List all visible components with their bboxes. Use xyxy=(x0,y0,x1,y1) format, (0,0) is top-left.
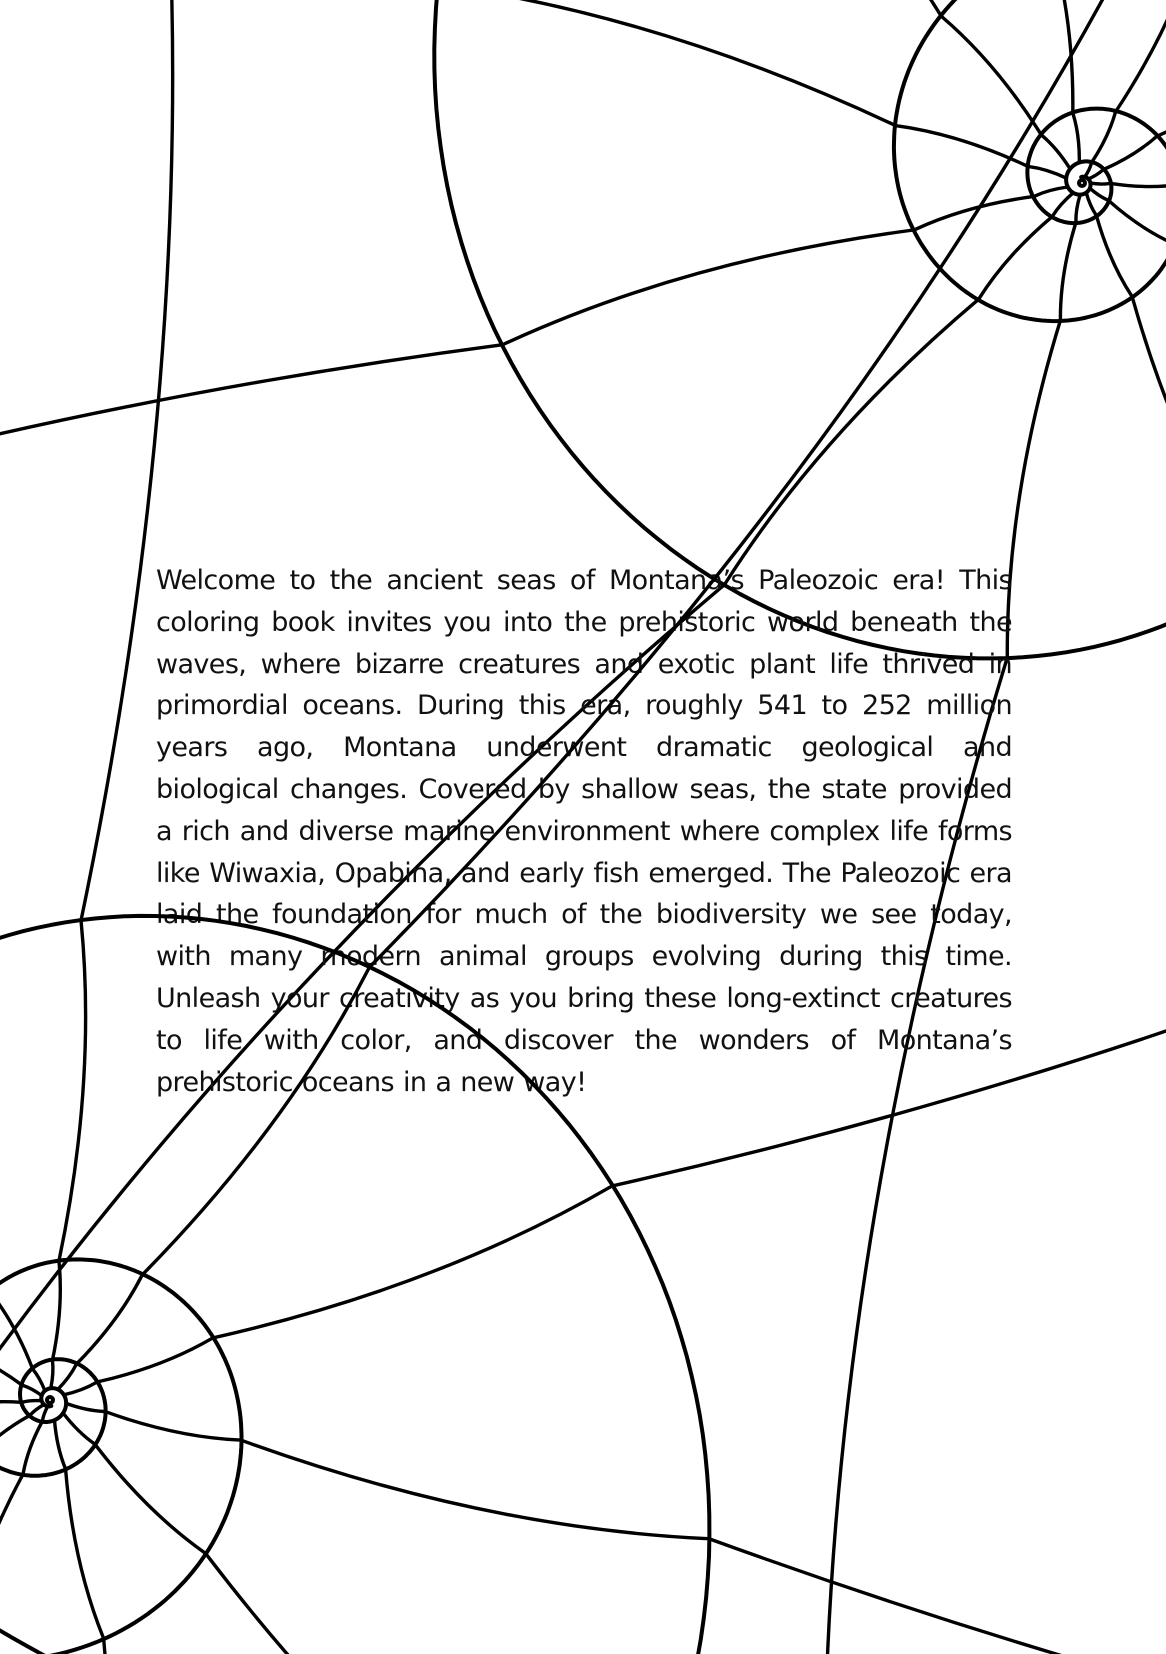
ammonite-rib xyxy=(1132,297,1166,575)
ammonite-rib xyxy=(23,1385,42,1395)
ammonite-rib xyxy=(242,1440,709,1538)
ammonite-rib xyxy=(725,300,978,584)
ammonite-rib xyxy=(55,1420,66,1468)
ammonite-illustration-bottom-left xyxy=(0,1180,400,1654)
ammonite-rib xyxy=(58,1365,76,1390)
ammonite-rib xyxy=(0,1292,32,1368)
ammonite-rib xyxy=(1034,187,1068,196)
ammonite-center xyxy=(47,1397,53,1403)
ammonite-rib xyxy=(59,921,86,1260)
ammonite-rib xyxy=(64,1382,97,1394)
intro-paragraph: Welcome to the ancient seas of Montana’s Paleozoic era! This coloring book invites you into the prehistoric world beneath the waves, where bizarre creatures and exotic plant life thrived in primordial oceans. During this era, roughly 541 to 252 million years ago, Montana underwent dramatic geological and biological changes. Covered by shallow seas, the state provided a rich and diverse marine environment where complex life forms like Wiwaxia, Opabina, and early fish emerged. The Paleozoic era laid the foundation for much of the biodiversity we see today, with many modern animal groups evolving during this time. Unleash your creativity as you bring these long-extinct creatures to life with color, and discover the wonders of Montana’s prehistoric oceans in a new way! xyxy=(156,565,1012,1098)
ammonite-rib xyxy=(439,0,895,125)
ammonite-rib xyxy=(1086,193,1096,216)
ammonite-rib xyxy=(33,1369,45,1390)
ammonite-rib xyxy=(597,0,941,16)
ammonite-rib xyxy=(942,17,1041,135)
ammonite-rib xyxy=(66,1403,104,1411)
ammonite-rib xyxy=(1085,163,1092,177)
ammonite-rib xyxy=(979,217,1052,299)
ammonite-rib xyxy=(709,1539,1166,1654)
ammonite-rib xyxy=(1097,216,1132,296)
ammonite-center xyxy=(1079,180,1085,186)
ammonite-rib xyxy=(1088,170,1103,179)
ammonite-rib xyxy=(1109,201,1166,244)
ammonite-rib xyxy=(1092,112,1116,162)
ammonite-rib xyxy=(206,1554,586,1654)
ammonite-rib xyxy=(104,1639,235,1654)
ammonite-rib xyxy=(51,1361,53,1389)
ammonite-rib xyxy=(0,1416,29,1454)
ammonite-rib xyxy=(0,1402,21,1408)
ammonite-rib xyxy=(106,1412,241,1440)
ammonite-rib xyxy=(1111,183,1166,186)
ammonite-rib xyxy=(63,1413,94,1444)
ammonite-rib xyxy=(98,1338,213,1382)
ammonite-rib xyxy=(1073,114,1079,163)
ammonite-rib xyxy=(1029,167,1066,179)
ammonite-rib xyxy=(95,1445,205,1553)
ammonite-rib xyxy=(1076,195,1080,222)
ammonite-rib xyxy=(0,1475,23,1654)
ammonite-rib xyxy=(1090,183,1109,184)
ammonite-rib xyxy=(1104,137,1157,170)
ammonite-rib xyxy=(0,1348,22,1385)
ammonite-rib xyxy=(1053,193,1074,216)
ammonite-rib xyxy=(23,1422,42,1474)
ammonite-rib xyxy=(22,1401,41,1403)
ammonite-rib xyxy=(1007,321,1060,657)
ammonite-illustration-top-right xyxy=(0,0,1166,500)
ammonite-rib xyxy=(503,230,913,345)
ammonite-rib xyxy=(1116,0,1166,111)
ammonite-rib xyxy=(1090,188,1108,200)
ammonite-rib xyxy=(30,1405,44,1415)
ammonite-rib xyxy=(77,1275,142,1363)
ammonite-rib xyxy=(53,1262,61,1360)
ammonite-rib xyxy=(213,1186,611,1338)
ammonite-rib xyxy=(43,1406,48,1420)
ammonite-rib xyxy=(1042,135,1070,169)
ammonite-rib xyxy=(1060,223,1075,320)
ammonite-rib xyxy=(66,1469,104,1638)
